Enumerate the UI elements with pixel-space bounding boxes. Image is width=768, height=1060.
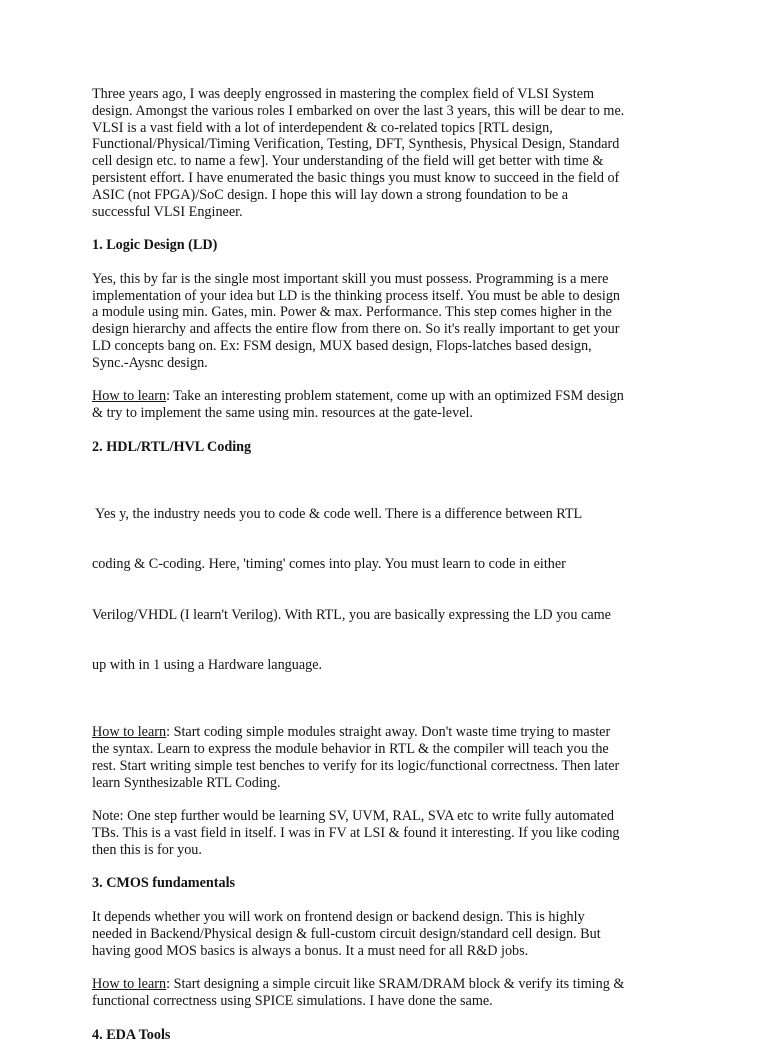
- section-heading-eda-tools: 4. EDA Tools: [92, 1026, 171, 1043]
- section-body-hdl-coding: [92, 472, 682, 707]
- section-heading-logic-design: 1. Logic Design (LD): [92, 237, 218, 254]
- text-line: Yes, this by far is the single most important skill you must possess. Programming is a mere: [92, 270, 609, 287]
- section-body-cmos-fundamentals: [92, 909, 682, 959]
- text-line: VLSI is a vast field with a lot of interdependent & co-related topics [RTL design,: [92, 119, 553, 136]
- text-line: ASIC (not FPGA)/SoC design. I hope this will lay down a strong foundation to be a: [92, 186, 569, 203]
- text-line: cell design etc. to name a few]. Your understanding of the field will get better with time &: [92, 153, 604, 170]
- text-line: Functional/Physical/Timing Verification, Testing, DFT, Synthesis, Physical Design, Standard: [92, 136, 620, 153]
- text-line: Verilog/VHDL (I learn't Verilog). With RTL, you are basically expressing the LD you came: [92, 606, 611, 623]
- text-line: design. Amongst the various roles I embarked on over the last 3 years, this will be dear to me.: [92, 102, 625, 119]
- text-line: Yes y, the industry needs you to code & code well. There is a difference between RTL: [92, 505, 583, 522]
- text-line: [92, 388, 682, 405]
- how-to-learn-label: How to learn: [92, 724, 167, 741]
- how-to-learn-cmos: [92, 976, 682, 1010]
- section-heading-cmos-fundamentals: 3. CMOS fundamentals: [92, 875, 236, 892]
- section-body-logic-design: [92, 271, 682, 372]
- text-line: a module using min. Gates, min. Power & max. Performance. This step comes higher in the: [92, 304, 612, 321]
- text-line: having good MOS basics is always a bonus. It a must need for all R&D jobs.: [92, 942, 529, 959]
- text-line: TBs. This is a vast field in itself. I was in FV at LSI & found it interesting. If you like coding: [92, 825, 620, 842]
- text-line: It depends whether you will work on frontend design or backend design. This is highly: [92, 909, 585, 926]
- text-line: [92, 976, 682, 993]
- how-to-learn-text: : Start coding simple modules straight away. Don't waste time trying to master: [166, 724, 611, 741]
- how-to-learn-text: : Start designing a simple circuit like SRAM/DRAM block & verify its timing &: [166, 976, 625, 993]
- text-line: Three years ago, I was deeply engrossed in mastering the complex field of VLSI System: [92, 86, 595, 102]
- text-line: Sync.-Aysnc design.: [92, 354, 208, 371]
- text-line: successful VLSI Engineer.: [92, 203, 243, 220]
- document-page: [92, 86, 682, 1060]
- text-line: implementation of your idea but LD is the thinking process itself. You must be able to design: [92, 287, 621, 304]
- how-to-learn-label: How to learn: [92, 388, 167, 405]
- text-line: needed in Backend/Physical design & full-custom circuit design/standard cell design. But: [92, 925, 601, 942]
- section-heading-hdl-coding: 2. HDL/RTL/HVL Coding: [92, 438, 252, 455]
- text-line: LD concepts bang on. Ex: FSM design, MUX based design, Flops-latches based design,: [92, 337, 592, 354]
- how-to-learn-logic-design: [92, 388, 682, 422]
- text-line: & try to implement the same using min. resources at the gate-level.: [92, 405, 473, 422]
- text-line: [92, 724, 682, 741]
- text-line: persistent effort. I have enumerated the basic things you must know to succeed in the field of: [92, 169, 620, 186]
- how-to-learn-label: How to learn: [92, 976, 167, 993]
- text-line: design hierarchy and affects the entire flow from there on. So it's really important to get your: [92, 321, 620, 338]
- note-paragraph: [92, 808, 682, 858]
- text-line: functional correctness using SPICE simulations. I have done the same.: [92, 993, 493, 1010]
- text-line: the syntax. Learn to express the module behavior in RTL & the compiler will teach you the: [92, 741, 609, 758]
- how-to-learn-text: : Take an interesting problem statement, come up with an optimized FSM design: [166, 388, 624, 405]
- text-line: coding & C-coding. Here, 'timing' comes into play. You must learn to code in either: [92, 556, 566, 573]
- intro-paragraph: [92, 86, 682, 220]
- text-line: rest. Start writing simple test benches to verify for its logic/functional correctness. Then later: [92, 757, 620, 774]
- text-line: then this is for you.: [92, 841, 202, 858]
- text-line: up with in 1 using a Hardware language.: [92, 657, 323, 674]
- text-line: learn Synthesizable RTL Coding.: [92, 774, 281, 791]
- text-line: Note: One step further would be learning SV, UVM, RAL, SVA etc to write fully automated: [92, 808, 614, 825]
- how-to-learn-hdl-coding: [92, 724, 682, 791]
